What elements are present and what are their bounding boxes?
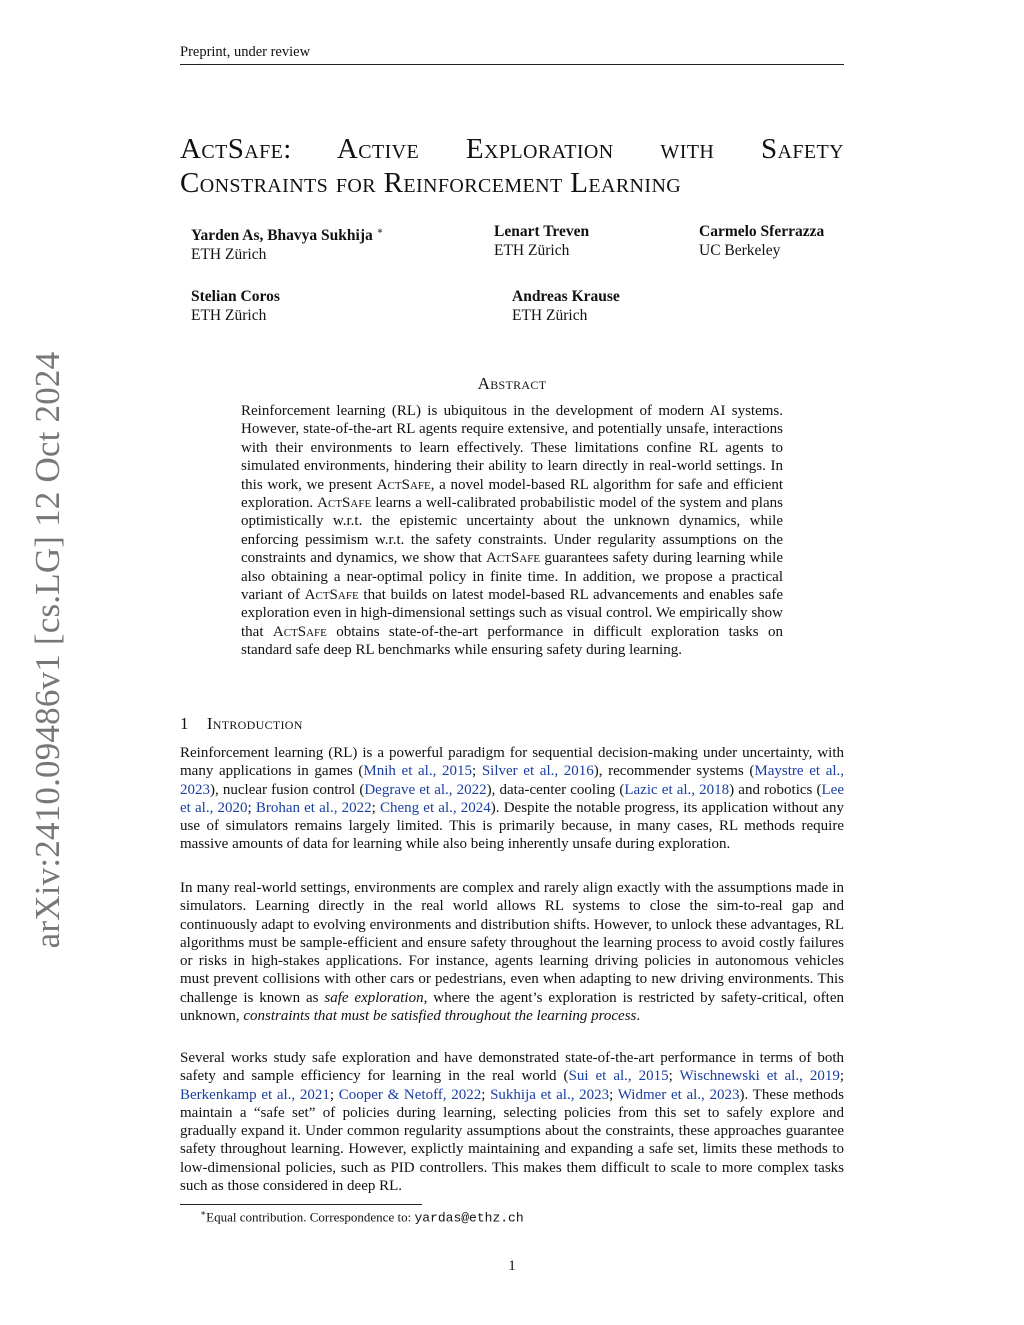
paragraph-text: ; bbox=[472, 763, 482, 780]
paragraph-text: , where the agent’s exploration is restricted by safety-critical, often unknown, bbox=[180, 989, 844, 1025]
paragraph-text: ). These methods maintain a “safe set” of policies during learning, selecting policies from this set to safely explore and gradually expand it. Under common regularity assumptions about the constraints, these approaches guarantee safety throughout learning. However, explictly maintaining and expanding a safe set, limits these methods to low-dimensional policies, such as PID controllers. This makes them difficult to scale to more complex tasks such as those considered in deep RL. bbox=[180, 1086, 844, 1195]
author-name: Carmelo Sferrazza bbox=[699, 223, 825, 240]
paragraph-text: ; bbox=[839, 1068, 844, 1085]
paragraph-text: ), recommender systems ( bbox=[593, 763, 755, 780]
paragraph-text: ), data-center cooling ( bbox=[486, 781, 625, 798]
citation-link[interactable]: Silver et al., 2016 bbox=[481, 763, 594, 780]
paragraph-text: In many real-world settings, environments are complex and rarely align exactly with the assumptions made in simulators. Learning directly in the real world allows RL systems to close the sim-to-real gap and continuously adapt to evolving environments and distribution shifts. However, to unlock these advantages, RL algorithms must be sample-efficient and ensure safety throughout the learning process to avoid costly failures or risks in high-stakes applications. For instance, agents learning driving policies in autonomous vehicles must prevent collisions with other cars or pedestrians, even when adapting to new driving environments. This challenge is known as bbox=[180, 880, 844, 1006]
paper-title bbox=[180, 132, 844, 200]
citation-link[interactable]: Degrave et al., 2022 bbox=[364, 781, 487, 798]
author-block bbox=[512, 288, 620, 325]
running-header: Preprint, under review bbox=[180, 44, 844, 65]
arxiv-stamp: arXiv:2410.09486v1 [cs.LG] 12 Oct 2024 bbox=[28, 351, 67, 949]
paragraph-text: . bbox=[636, 1008, 641, 1025]
method-name: ActSafe bbox=[304, 587, 359, 604]
paragraph-text: ), nuclear fusion control ( bbox=[210, 781, 365, 798]
citation-link[interactable]: Maystre et al., 2023 bbox=[180, 763, 845, 798]
citation-link[interactable]: Lee et al., 2020 bbox=[180, 781, 844, 816]
correspondence-email[interactable]: yardas@ethz.ch bbox=[414, 1210, 524, 1226]
section-title: Introduction bbox=[206, 714, 303, 733]
citation-link[interactable]: Sukhija et al., 2023 bbox=[490, 1086, 610, 1103]
author-name: Yarden As, Bhavya Sukhija bbox=[191, 227, 373, 245]
paragraph-text: ; bbox=[371, 799, 380, 816]
author-block bbox=[699, 223, 824, 260]
paragraph-text: ; bbox=[609, 1086, 618, 1103]
author-name: Lenart Treven bbox=[494, 223, 590, 240]
paragraph-text: ) and robotics ( bbox=[729, 781, 822, 798]
title-line-2: Constraints for Reinforcement Learning bbox=[180, 167, 682, 199]
page-number: 1 bbox=[508, 1258, 516, 1274]
citation-link[interactable]: Mnih et al., 2015 bbox=[363, 763, 472, 780]
author-affiliation: ETH Zürich bbox=[494, 241, 570, 259]
emphasis-text: constraints that must be satisfied throughout the learning process bbox=[243, 1008, 637, 1025]
author-block bbox=[494, 223, 589, 260]
emphasis-text: safe exploration bbox=[324, 989, 424, 1006]
author-name: Stelian Coros bbox=[191, 288, 280, 305]
paragraph-text: ; bbox=[481, 1086, 491, 1103]
citation-link[interactable]: Lazic et al., 2018 bbox=[624, 781, 730, 798]
section-heading-introduction bbox=[180, 714, 303, 734]
method-name: ActSafe bbox=[317, 495, 372, 512]
paragraph-text: ; bbox=[668, 1068, 680, 1085]
author-affiliation: UC Berkeley bbox=[699, 241, 781, 259]
abstract-text: Reinforcement learning (RL) is ubiquitous in the development of modern AI systems. However, state-of-the-art RL agents require extensive, and potentially unsafe, interactions with their environments to learn effectively. These limitations confine RL agents to simulated environments, hindering their ability to learn directly in real-world settings. In this work, we present ActSafe, a novel model-based RL algorithm for safe and efficient exploration. ActSafe learns a well-calibrated probabilistic model of the system and plans optimistically w.r.t. the epistemic uncertainty about the unknown dynamics, while enforcing pessimism w.r.t. the safety constraints. Under regularity assumptions on the constraints and dynamics, we show that ActSafe guarantees safety during learning while also obtaining a near-optimal policy in finite time. In addition, we propose a practical variant of ActSafe that builds on latest model-based RL advancements and enables safe exploration even in high-dimensional settings such as visual control. We empirically show that ActSafe obtains state-of-the-art performance in difficult exploration tasks on standard safe deep RL benchmarks while ensuring safety during learning. bbox=[241, 403, 784, 659]
method-name: ActSafe bbox=[486, 550, 541, 567]
intro-paragraph-3 bbox=[180, 1049, 844, 1195]
citation-link[interactable]: Wischnewski et al., 2019 bbox=[679, 1068, 840, 1085]
citation-link[interactable]: Berkenkamp et al., 2021 bbox=[180, 1086, 330, 1103]
author-block bbox=[191, 288, 280, 325]
author-affiliation: ETH Zürich bbox=[191, 245, 267, 263]
footnote: ∗Equal contribution. Correspondence to: yardas@ethz.ch bbox=[200, 1208, 524, 1226]
paragraph-text: ; bbox=[247, 799, 256, 816]
footnote-rule bbox=[180, 1204, 422, 1205]
intro-paragraph-2 bbox=[180, 879, 844, 1025]
author-affiliation: ETH Zürich bbox=[191, 306, 267, 324]
method-name: ActSafe bbox=[376, 476, 431, 493]
citation-link[interactable]: Cooper & Netoff, 2022 bbox=[338, 1086, 482, 1103]
method-name: ActSafe bbox=[272, 623, 327, 640]
citation-link[interactable]: Brohan et al., 2022 bbox=[255, 799, 372, 816]
citation-link[interactable]: Cheng et al., 2024 bbox=[379, 799, 491, 816]
equal-contribution-mark: ∗ bbox=[376, 226, 384, 237]
intro-paragraph-1 bbox=[180, 744, 844, 854]
paragraph-text: Reinforcement learning (RL) is a powerful paradigm for sequential decision-making under uncertainty, with many applications in games ( bbox=[180, 745, 844, 780]
title-line-1: ActSafe: Active Exploration with Safety bbox=[180, 133, 844, 165]
author-block bbox=[191, 223, 383, 264]
author-affiliation: ETH Zürich bbox=[512, 306, 588, 324]
author-name: Andreas Krause bbox=[512, 288, 620, 305]
abstract-heading: Abstract bbox=[477, 374, 547, 393]
paragraph-text: Several works study safe exploration and have demonstrated state-of-the-art performance in terms of both safety and sample efficiency for learning in the real world ( bbox=[180, 1050, 844, 1085]
citation-link[interactable]: Sui et al., 2015 bbox=[568, 1068, 669, 1085]
paragraph-text: ; bbox=[329, 1086, 339, 1103]
section-number: 1 bbox=[180, 714, 189, 733]
paragraph-text: ). Despite the notable progress, its application without any use of simulators remains largely limited. This is primarily because, in many cases, RL methods require massive amounts of data for learning while also being inherently unsafe during exploration. bbox=[180, 799, 845, 853]
citation-link[interactable]: Widmer et al., 2023 bbox=[617, 1086, 740, 1103]
footnote-mark: ∗ bbox=[200, 1208, 207, 1218]
